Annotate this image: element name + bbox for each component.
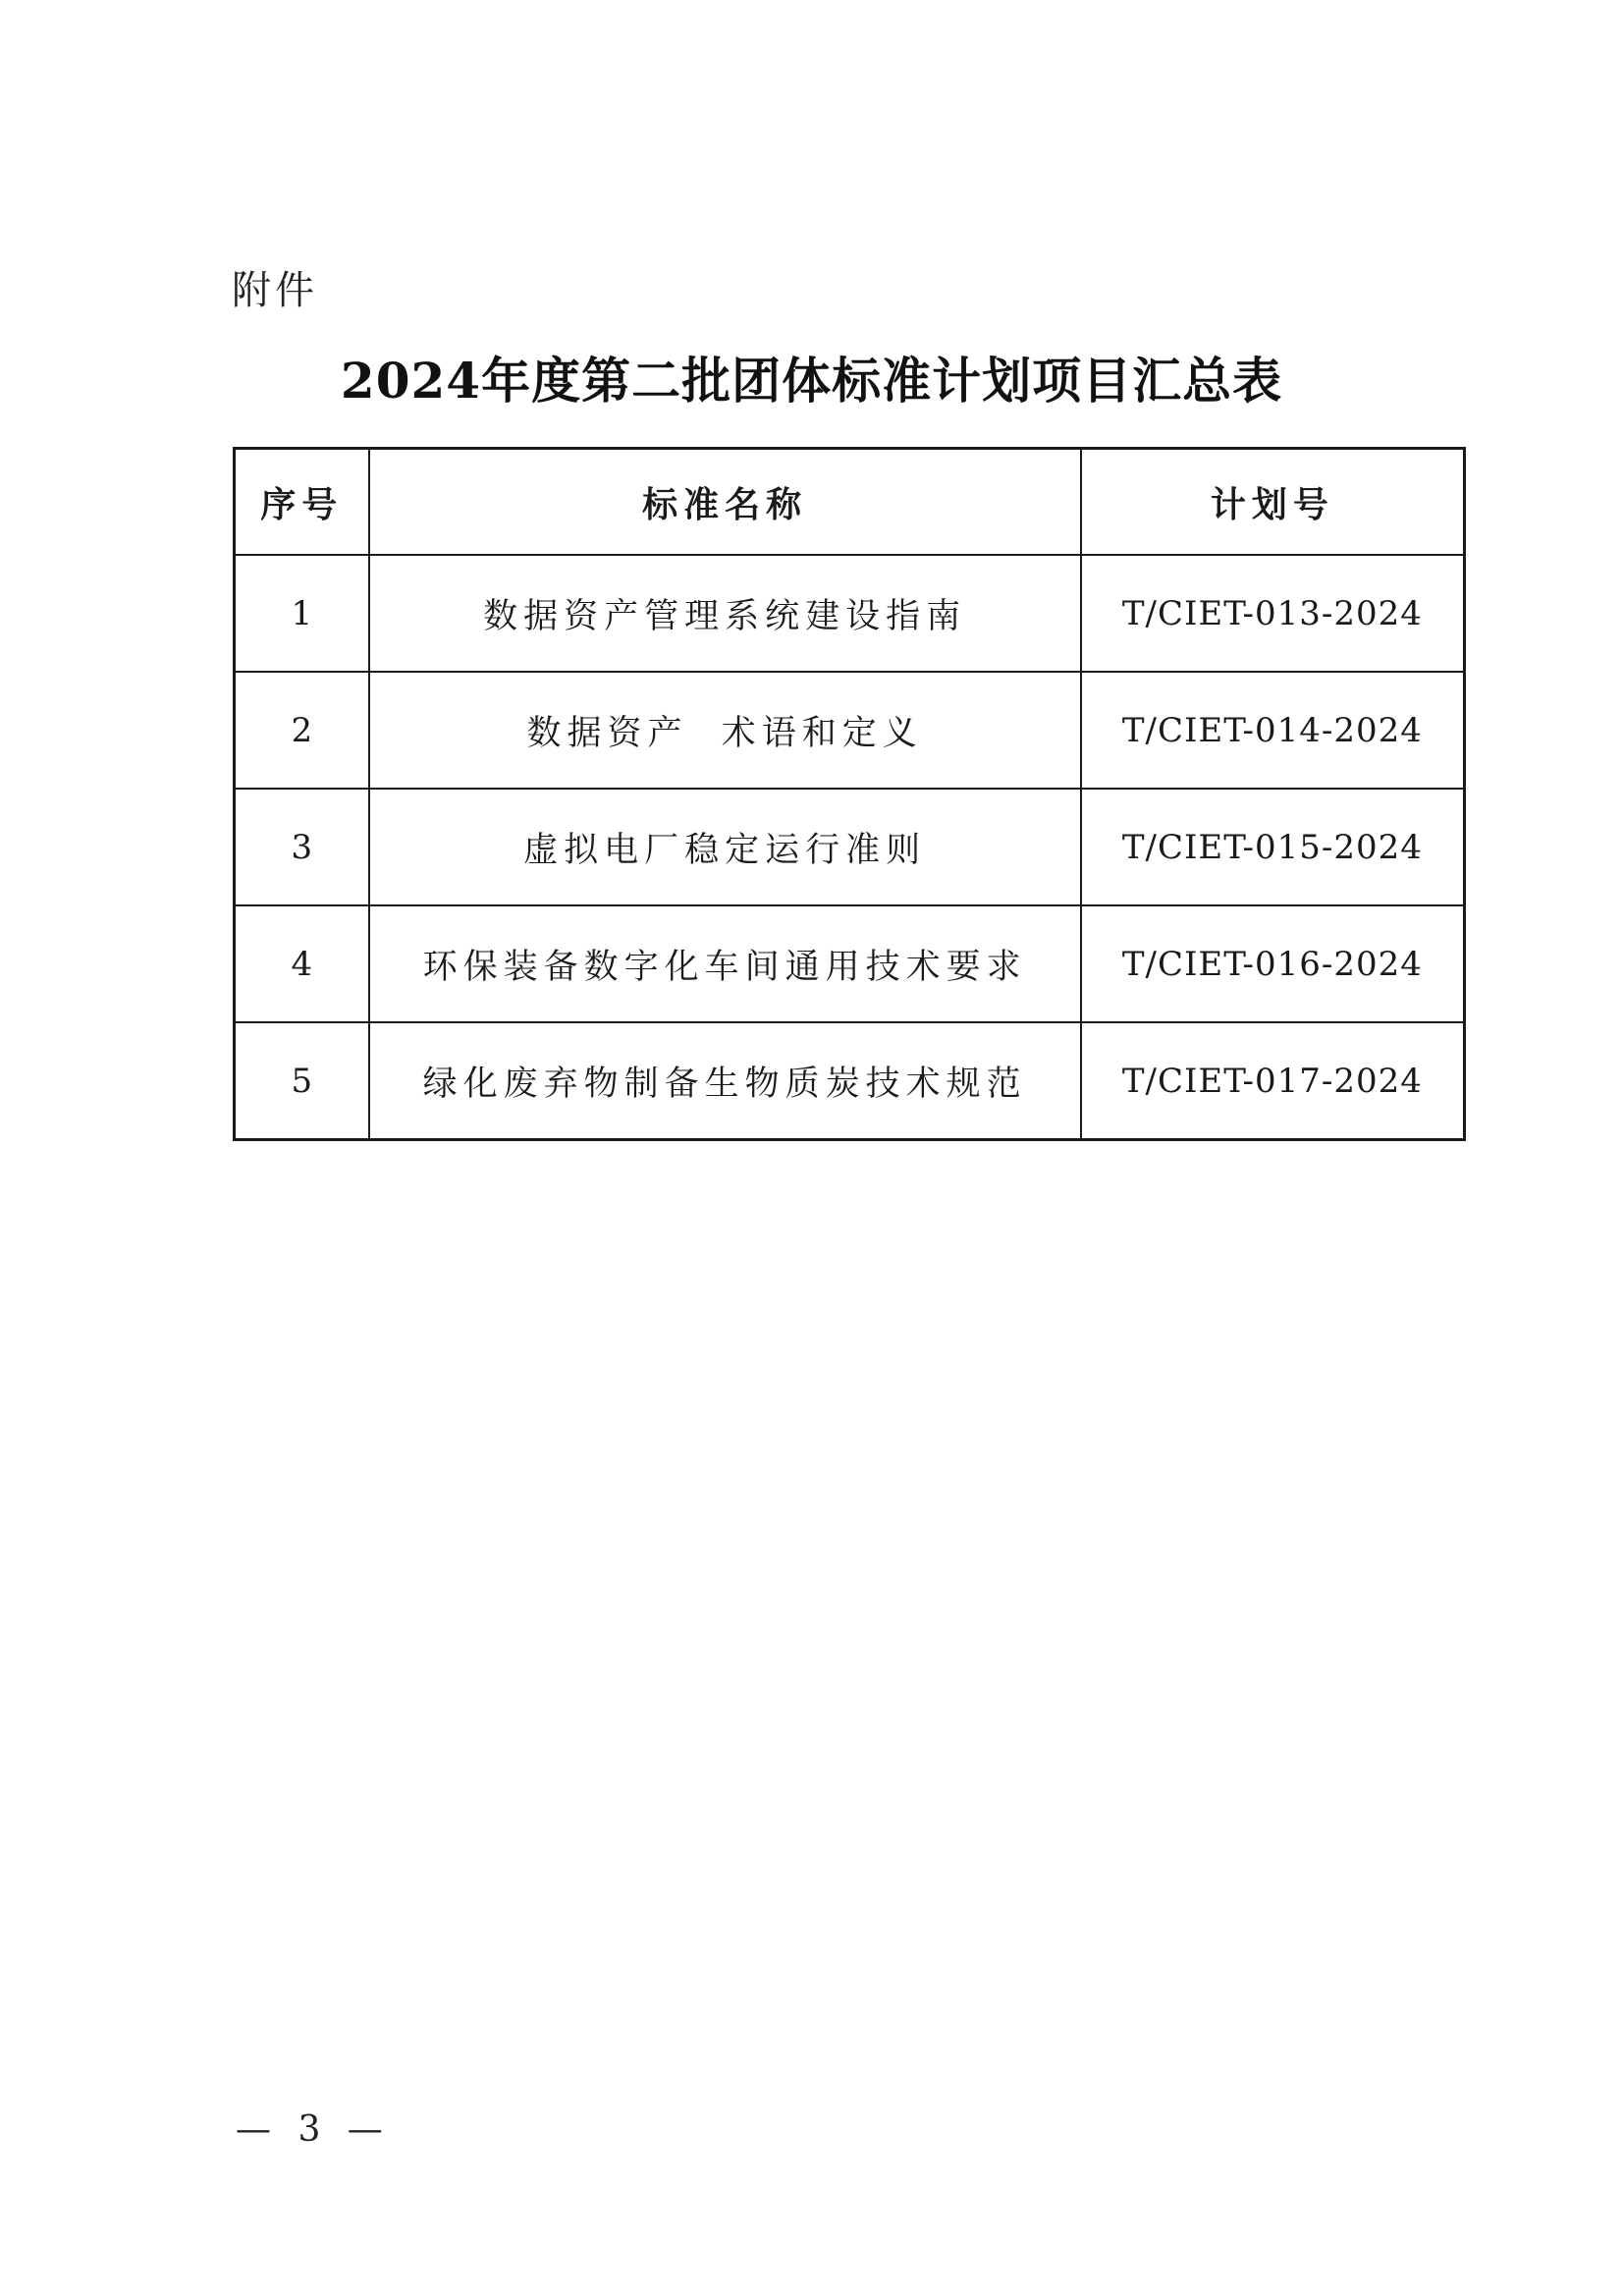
header-standard-name: 标准名称: [369, 449, 1081, 556]
row-plan-number: T/CIET-017-2024: [1081, 1022, 1465, 1140]
row-standard-name: 数据资产 术语和定义: [369, 672, 1081, 789]
row-seq: 1: [235, 555, 369, 672]
header-seq: 序号: [235, 449, 369, 556]
row-plan-number: T/CIET-014-2024: [1081, 672, 1465, 789]
table-row: [235, 789, 1465, 905]
row-standard-name: 虚拟电厂稳定运行准则: [369, 789, 1081, 905]
row-plan-number: T/CIET-013-2024: [1081, 555, 1465, 672]
standards-summary-table: [233, 447, 1466, 1141]
header-plan-number: 计划号: [1081, 449, 1465, 556]
row-standard-name: 数据资产管理系统建设指南: [369, 555, 1081, 672]
row-plan-number: T/CIET-015-2024: [1081, 789, 1465, 905]
table-row: [235, 1022, 1465, 1140]
table-row: [235, 555, 1465, 672]
table-row: [235, 672, 1465, 789]
table-header-row: [235, 449, 1465, 556]
page-number: — 3 —: [236, 2109, 391, 2150]
row-seq: 2: [235, 672, 369, 789]
table-row: [235, 905, 1465, 1022]
row-standard-name: 绿化废弃物制备生物质炭技术规范: [369, 1022, 1081, 1140]
row-seq: 4: [235, 905, 369, 1022]
row-plan-number: T/CIET-016-2024: [1081, 905, 1465, 1022]
row-seq: 3: [235, 789, 369, 905]
row-standard-name: 环保装备数字化车间通用技术要求: [369, 905, 1081, 1022]
attachment-label: 附件: [232, 268, 318, 313]
document-title: 2024年度第二批团体标准计划项目汇总表: [340, 352, 1283, 410]
row-seq: 5: [235, 1022, 369, 1140]
